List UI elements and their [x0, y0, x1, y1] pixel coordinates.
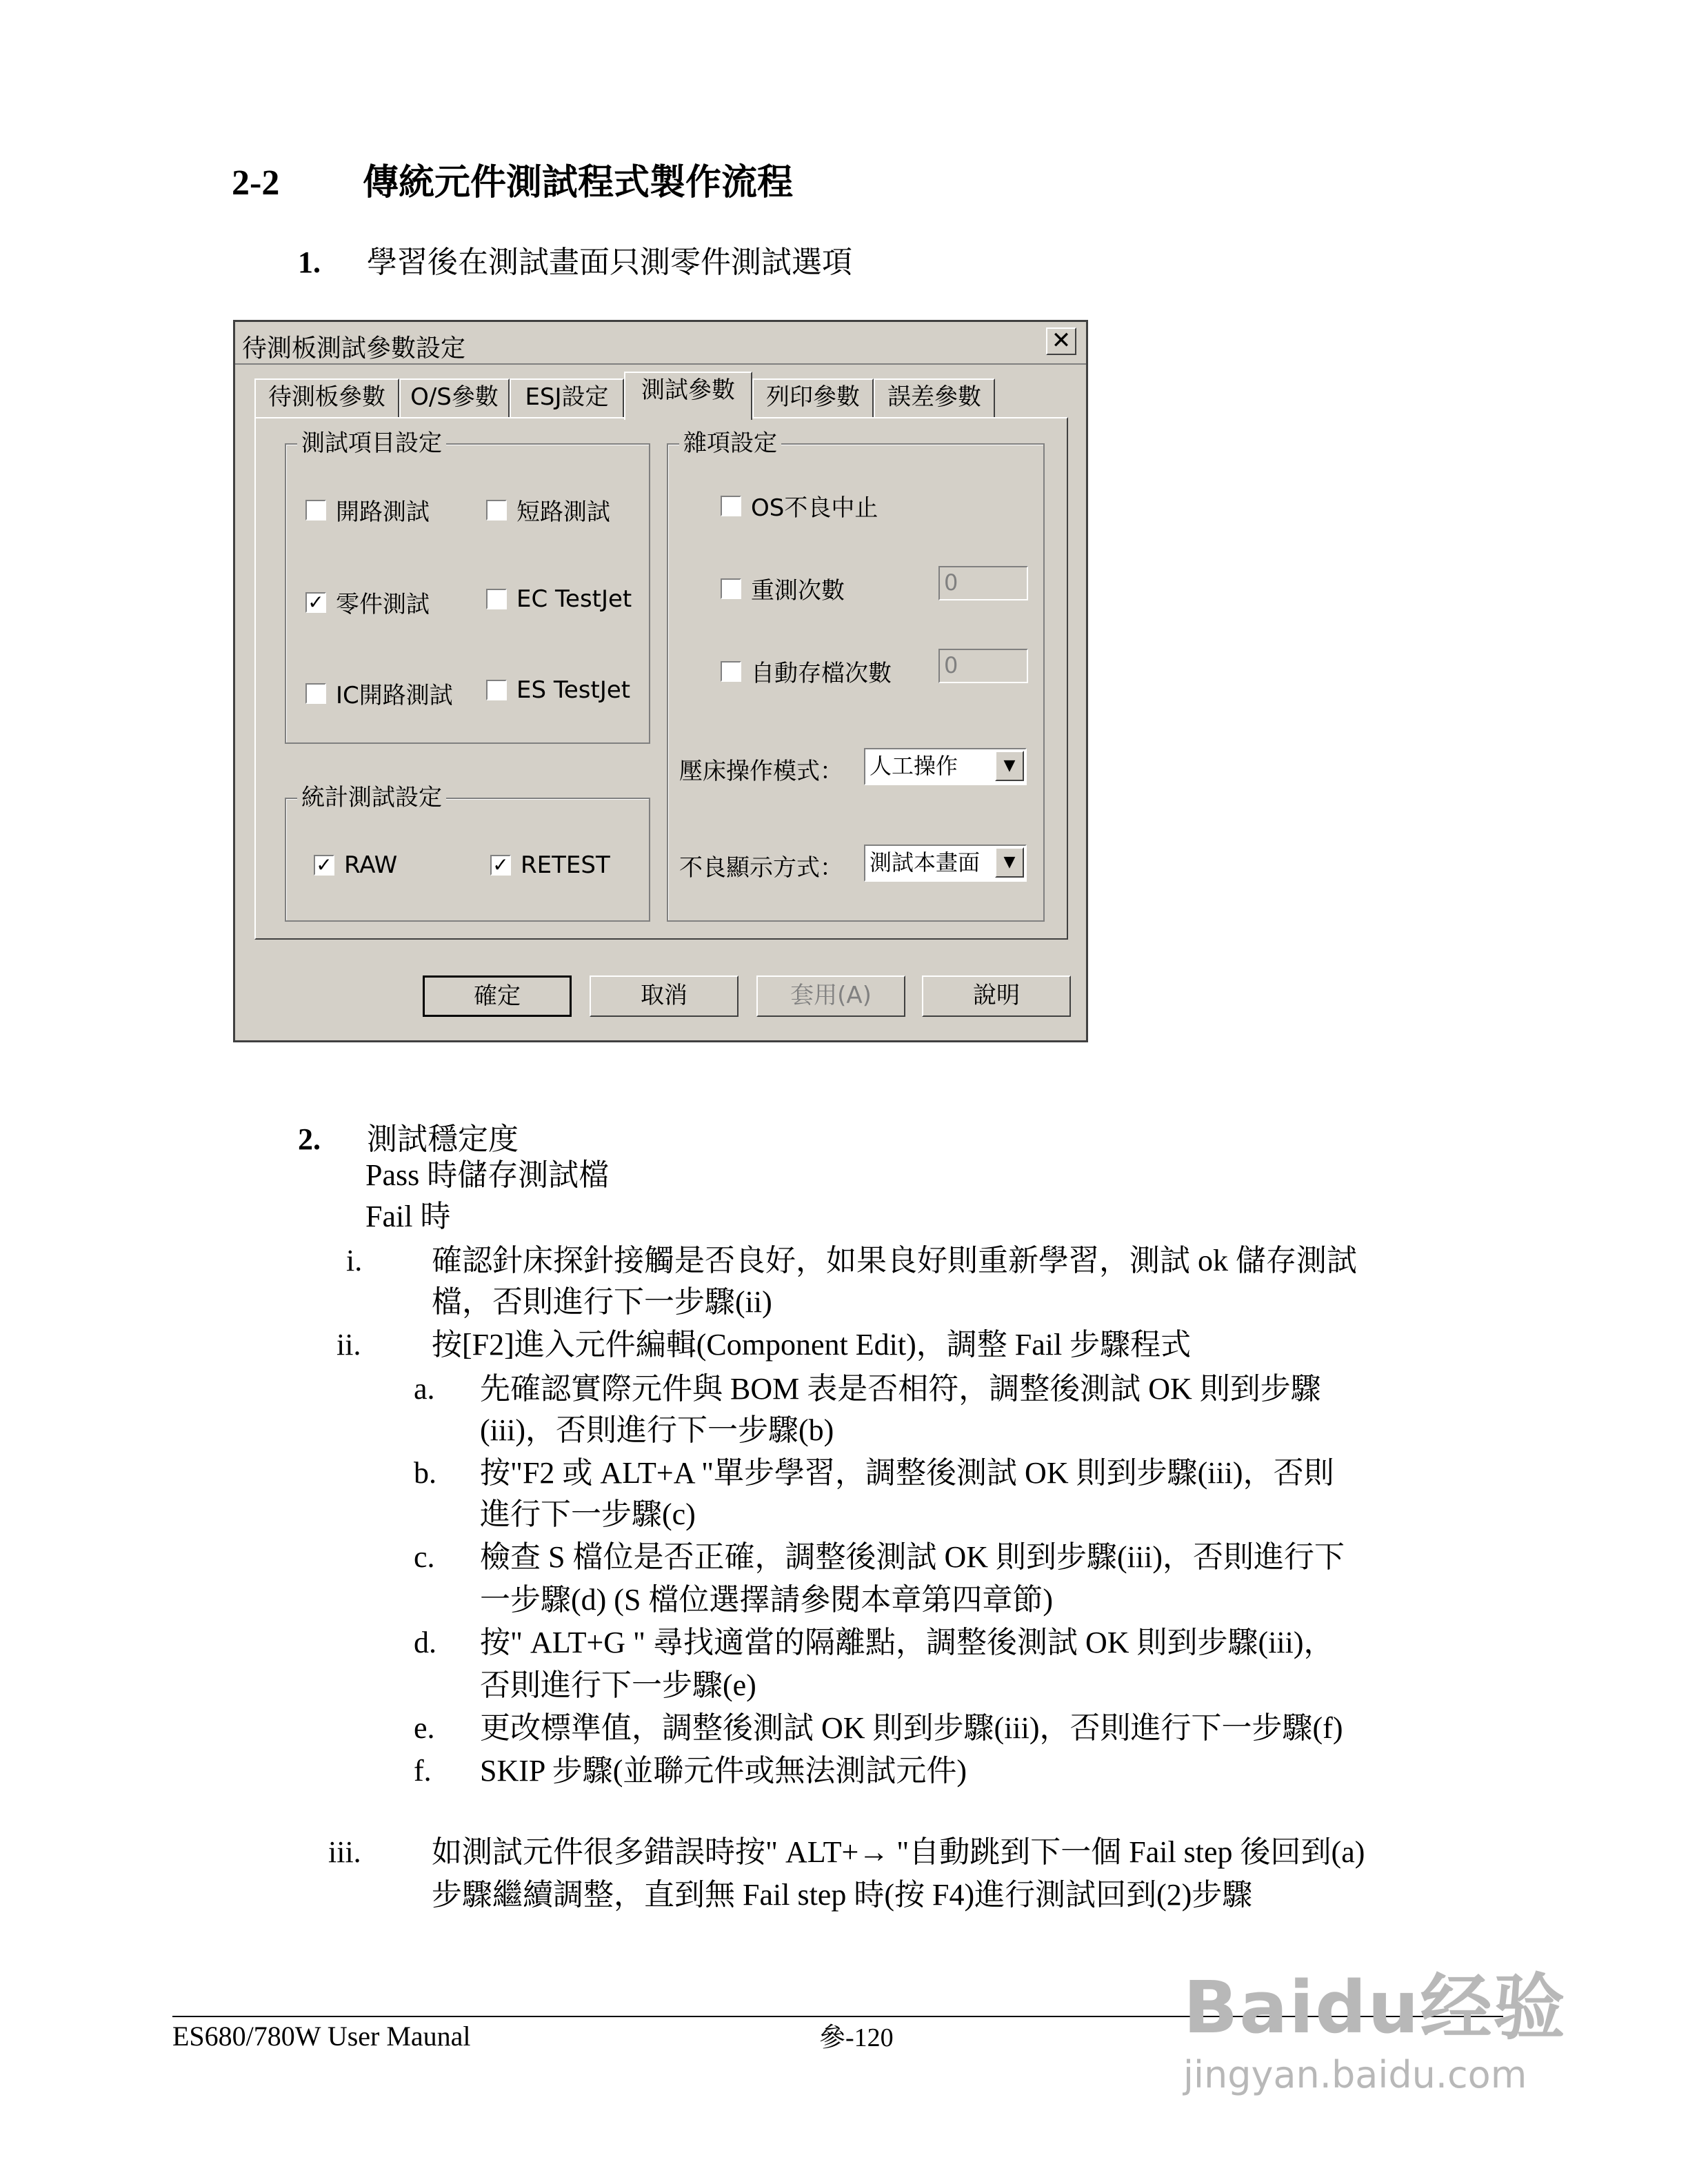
os-fail-stop-checkbox[interactable]: [721, 489, 878, 523]
checkbox-label: 零件測試: [336, 591, 430, 618]
sub-c-line2: 一步驟(d) (S 檔位選擇請參閱本章第四章節): [480, 1583, 1054, 1617]
step-iii-line2: 步驟繼續調整，直到無 Fail step 時(按 F4)進行測試回到(2)步驟: [432, 1878, 1253, 1912]
checkbox-label: 自動存檔次數: [751, 660, 892, 687]
settings-dialog: [233, 320, 1088, 1042]
sub-c-marker: c.: [414, 1540, 435, 1574]
autosave-count-checkbox[interactable]: [721, 654, 892, 688]
checkbox-label: 開路測試: [336, 498, 430, 526]
press-mode-select[interactable]: [864, 748, 1027, 785]
watermark-logo: Baidu经验: [1183, 1965, 1567, 2050]
tab-tolerance-params[interactable]: 誤差參數: [874, 378, 995, 417]
checkbox-label: 重測次數: [751, 577, 845, 605]
press-mode-value: 人工操作: [870, 753, 958, 779]
es-testjet-checkbox[interactable]: [486, 676, 630, 704]
tab-test-params[interactable]: 測試參數: [624, 372, 752, 420]
part-test-checkbox[interactable]: [305, 585, 430, 619]
stats-group-label: 統計測試設定: [297, 784, 446, 811]
sub-f-marker: f.: [414, 1754, 432, 1788]
step-i-line2: 檔，否則進行下一步驟(ii): [432, 1285, 772, 1319]
step-iii-marker: iii.: [328, 1835, 361, 1869]
sub-b-line2: 進行下一步驟(c): [480, 1497, 696, 1531]
fail-display-label: 不良顯示方式：: [679, 854, 843, 882]
help-button[interactable]: 說明: [922, 975, 1071, 1017]
sub-d-line1: 按" ALT+G " 尋找適當的隔離點，調整後測試 OK 則到步驟(iii)，: [480, 1626, 1334, 1659]
item-2-heading: 測試穩定度: [367, 1122, 519, 1156]
footer-manual-title: ES680/780W User Maunal: [172, 2021, 471, 2052]
sub-b-line1: 按"F2 或 ALT+A "單步學習，調整後測試 OK 則到步驟(iii)，否則: [480, 1456, 1334, 1490]
sub-a-line2: (iii)，否則進行下一步驟(b): [480, 1413, 834, 1447]
checkbox-box: [305, 500, 326, 520]
tab-panel: [254, 417, 1068, 940]
item-1: [298, 237, 852, 281]
item-1-number: 1.: [298, 245, 321, 279]
raw-checkbox[interactable]: [314, 851, 397, 879]
retest-count-checkbox[interactable]: [721, 572, 845, 605]
check-mark-icon: ✓: [305, 592, 326, 613]
sub-f-line1: SKIP 步驟(並聯元件或無法測試元件): [480, 1754, 967, 1788]
apply-button[interactable]: 套用(A): [756, 975, 905, 1017]
short-test-checkbox[interactable]: [486, 493, 610, 527]
item-2: [298, 1114, 519, 1158]
item-2-number: 2.: [298, 1122, 321, 1156]
ic-open-test-checkbox[interactable]: [305, 676, 453, 710]
misc-group-label: 雜項設定: [679, 429, 781, 457]
check-mark-icon: ✓: [314, 855, 334, 876]
checkbox-box: [486, 680, 507, 700]
checkbox-label: ES TestJet: [516, 676, 631, 704]
sub-c-line1: 檢查 S 檔位是否正確，調整後測試 OK 則到步驟(iii)，否則進行下: [480, 1540, 1345, 1574]
retest-count-input[interactable]: 0: [938, 566, 1028, 600]
open-test-checkbox[interactable]: [305, 493, 430, 527]
sub-d-marker: d.: [414, 1626, 436, 1659]
checkbox-label: RAW: [344, 851, 398, 879]
test-items-group: [285, 429, 650, 744]
sub-e-marker: e.: [414, 1711, 435, 1745]
ec-testjet-checkbox[interactable]: [486, 585, 632, 613]
baidu-watermark: [1183, 1950, 1567, 2096]
autosave-count-input[interactable]: 0: [938, 649, 1028, 683]
checkbox-box: [721, 496, 741, 516]
chevron-down-icon[interactable]: ▼: [995, 847, 1024, 878]
press-mode-label: 壓床操作模式：: [679, 758, 843, 785]
step-iii-line1: 如測試元件很多錯誤時按" ALT+→ "自動跳到下一個 Fail step 後回到(a): [432, 1835, 1365, 1869]
checkbox-label: IC開路測試: [336, 682, 453, 709]
checkbox-label: RETEST: [521, 851, 610, 879]
dialog-title-bar: [235, 322, 1086, 365]
sub-d-line2: 否則進行下一步驟(e): [480, 1668, 756, 1702]
sub-a-line1: 先確認實際元件與 BOM 表是否相符，調整後測試 OK 則到步驟: [480, 1372, 1321, 1406]
tab-print-params[interactable]: 列印參數: [752, 378, 874, 417]
stats-group: [285, 784, 650, 922]
sub-b-marker: b.: [414, 1456, 436, 1490]
fail-display-select[interactable]: [864, 845, 1027, 882]
step-i-marker: i.: [346, 1244, 363, 1277]
check-mark-icon: ✓: [490, 855, 511, 876]
dialog-title: 待測板測試參數設定: [242, 334, 466, 363]
fail-line: Fail 時: [365, 1200, 451, 1233]
tab-board-params[interactable]: 待測板參數: [254, 378, 399, 417]
sub-e-line1: 更改標準值，調整後測試 OK 則到步驟(iii)，否則進行下一步驟(f): [480, 1711, 1343, 1745]
cancel-button[interactable]: 取消: [590, 975, 738, 1017]
item-1-text: 學習後在測試畫面只測零件測試選項: [367, 245, 852, 279]
misc-group: [667, 429, 1045, 922]
close-icon[interactable]: ✕: [1046, 327, 1076, 355]
footer-page-number: 參-120: [819, 2023, 894, 2052]
tab-os-params[interactable]: O/S參數: [399, 378, 510, 417]
section-title: [232, 153, 793, 205]
checkbox-label: EC TestJet: [516, 585, 632, 613]
ok-button[interactable]: 確定: [423, 975, 572, 1017]
checkbox-box: [305, 683, 326, 704]
checkbox-box: [721, 661, 741, 682]
checkbox-label: 短路測試: [516, 498, 610, 526]
watermark-url: jingyan.baidu.com: [1183, 2053, 1527, 2096]
checkbox-box: [721, 578, 741, 599]
test-items-group-label: 測試項目設定: [297, 429, 446, 457]
section-title-text: 傳統元件測試程式製作流程: [363, 163, 794, 203]
section-number: 2-2: [232, 163, 280, 203]
chevron-down-icon[interactable]: ▼: [995, 751, 1024, 781]
checkbox-box: [486, 500, 507, 520]
step-i-line1: 確認針床探針接觸是否良好，如果良好則重新學習，測試 ok 儲存測試: [432, 1244, 1357, 1277]
step-ii-marker: ii.: [336, 1328, 361, 1362]
tab-esj-settings[interactable]: ESJ設定: [510, 378, 624, 417]
fail-display-value: 測試本畫面: [870, 849, 981, 876]
checkbox-label: OS不良中止: [751, 494, 878, 522]
sub-a-marker: a.: [414, 1372, 435, 1406]
step-ii-line: 按[F2]進入元件編輯(Component Edit)，調整 Fail 步驟程式: [432, 1328, 1192, 1362]
checkbox-box: [486, 589, 507, 609]
pass-line: Pass 時儲存測試檔: [365, 1158, 610, 1192]
retest-checkbox[interactable]: [490, 851, 610, 879]
